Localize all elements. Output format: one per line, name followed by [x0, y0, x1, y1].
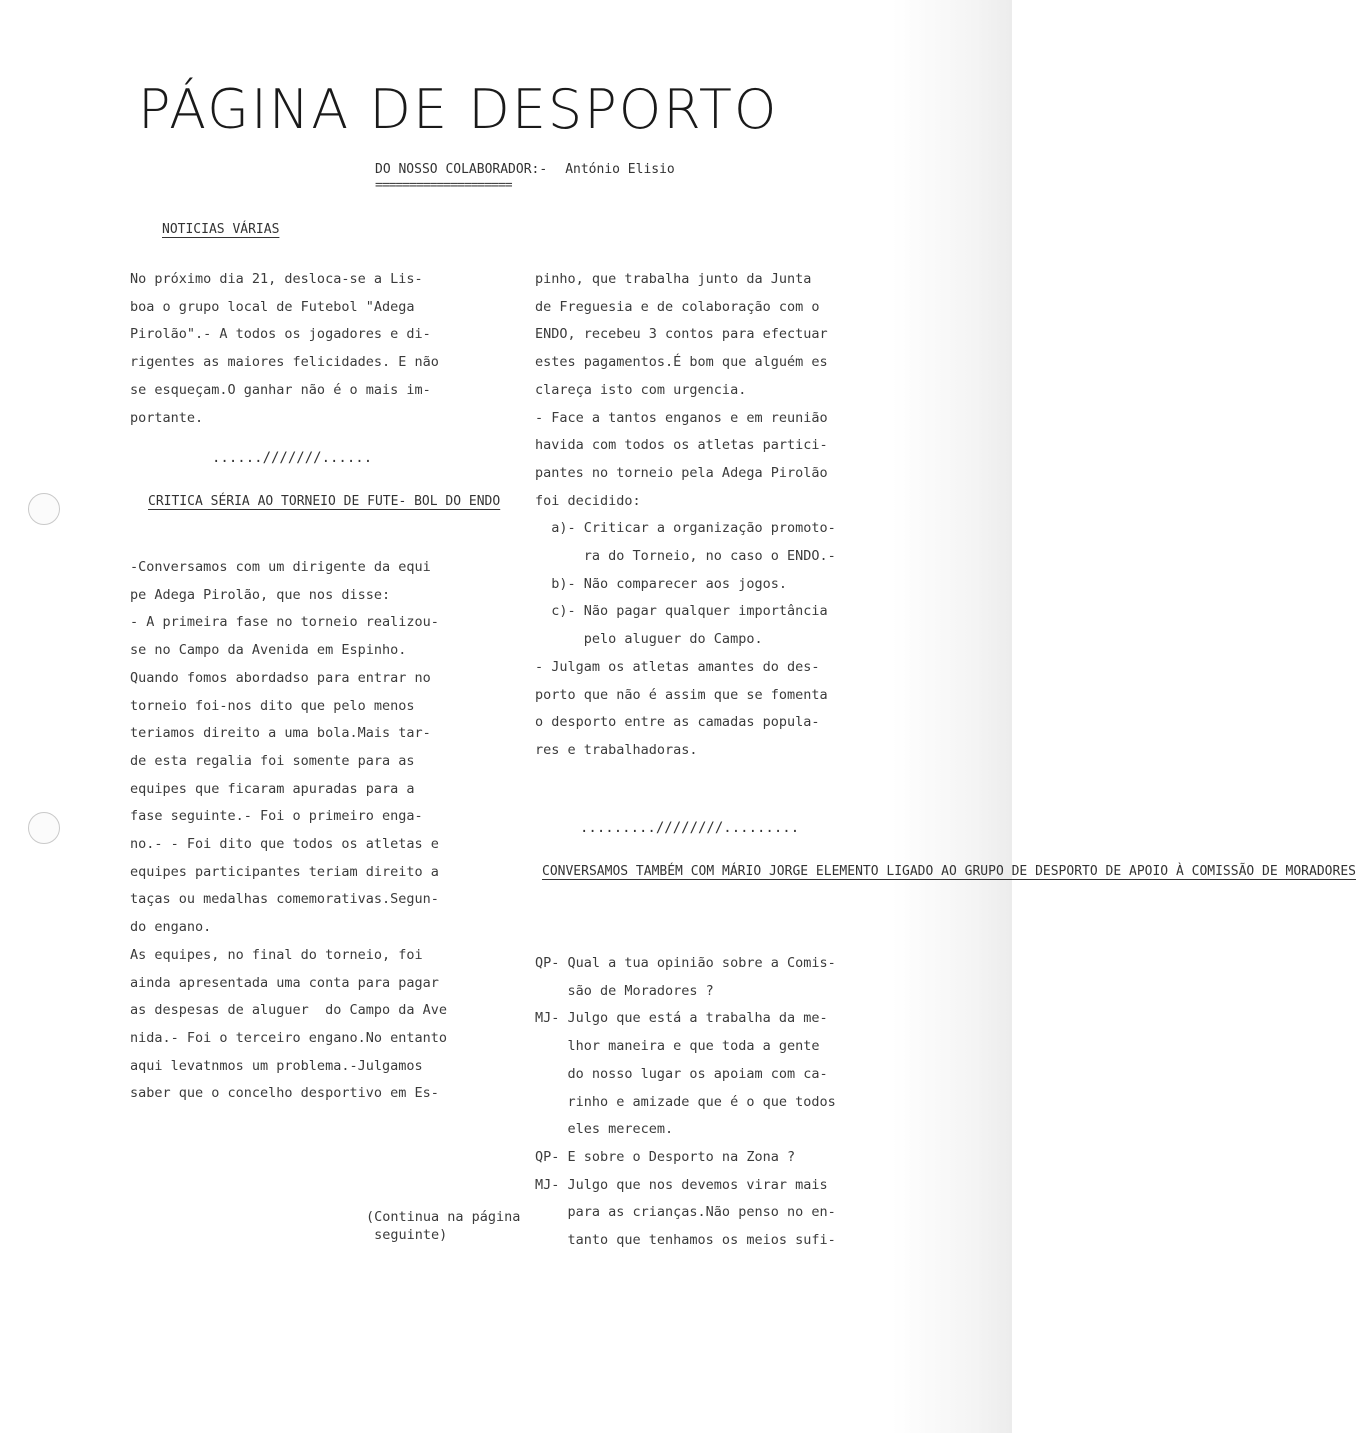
byline-label: DO NOSSO COLABORADOR:- [375, 162, 548, 177]
separator-left: ......///////...... [212, 450, 373, 466]
byline [375, 162, 675, 177]
page-title: PÁGINA DE DESPORTO [138, 78, 779, 141]
separator-right: .........////////......... [580, 820, 800, 836]
article-noticias-text: No próximo dia 21, desloca-se a Lis- boa o grupo local de Futebol "Adega Pirolão".- A todos os jogadores e di- rigentes as maiores felicidades. E não se esqueçam.O ganhar não é o mais im- portante. [130, 271, 439, 426]
byline-author: António Elisio [565, 162, 675, 177]
page-edge-shadow [892, 0, 1012, 1433]
article-critica-continued: pinho, que trabalha junto da Junta de Freguesia e de colaboração com o ENDO, recebeu 3 contos para efectuar estes pagamentos.É bom que alguém es clareça isto com urgencia. - Face a tantos enganos e em reunião havida com todos os atletas partici- pantes no torneio pela Adega Pirolão foi decidido: a)- Criticar a organização promoto- ra do Torneio, no caso o ENDO.- b)- Não comparecer aos jogos. c)- Não pagar qualquer importância pelo aluguer do Campo. - Julgam os atletas amantes do des- porto que não é assim que se fomenta o desporto entre as camadas popula- res e trabalhadoras. [535, 271, 836, 758]
section-title-interview: CONVERSAMOS TAMBÉM COM MÁRIO JORGE ELEMENTO LIGADO AO GRUPO DE DESPORTO DE APOIO À COMISSÃO DE MORADORES [542, 864, 1356, 879]
section-title-critica: CRITICA SÉRIA AO TORNEIO DE FUTE- BOL DO ENDO [148, 494, 501, 509]
punch-hole-top [28, 493, 60, 525]
punch-hole-bottom [28, 812, 60, 844]
interview-qa: QP- Qual a tua opinião sobre a Comis- são de Moradores ? MJ- Julgo que está a trabalha da me- lhor maneira e que toda a gente do nosso lugar os apoiam com ca- rinho e amizade que é o que todos eles merecem. QP- E sobre o Desporto na Zona ? MJ- Julgo que nos devemos virar mais para as crianças.Não penso no en- tanto que tenhamos os meios sufi- [535, 955, 836, 1249]
continuation-note: (Continua na página seguinte) [366, 1209, 521, 1243]
byline-underline: ==================== [375, 178, 512, 193]
section-title-noticias: NOTICIAS VÁRIAS [162, 222, 280, 237]
article-critica-text: -Conversamos com um dirigente da equi pe Adega Pirolão, que nos disse: - A primeira fase no torneio realizou- se no Campo da Avenida em Espinho. Quando fomos abordadso para entrar no torneio foi-nos dito que pelo menos teriamos direito a uma bola.Mais tar- de esta regalia foi somente para as equipes que ficaram apuradas para a fase seguinte.- Foi o primeiro enga- no.- - Foi dito que todos os atletas e equipes participantes teriam direito a taças ou medalhas comemorativas.Segun- do engano. As equipes, no final do torneio, foi ainda apresentada uma conta para pagar as despesas de aluguer do Campo da Ave nida.- Foi o terceiro engano.No entanto aqui levatnmos um problema.-Julgamos saber que o concelho desportivo em Es- [130, 559, 447, 1102]
